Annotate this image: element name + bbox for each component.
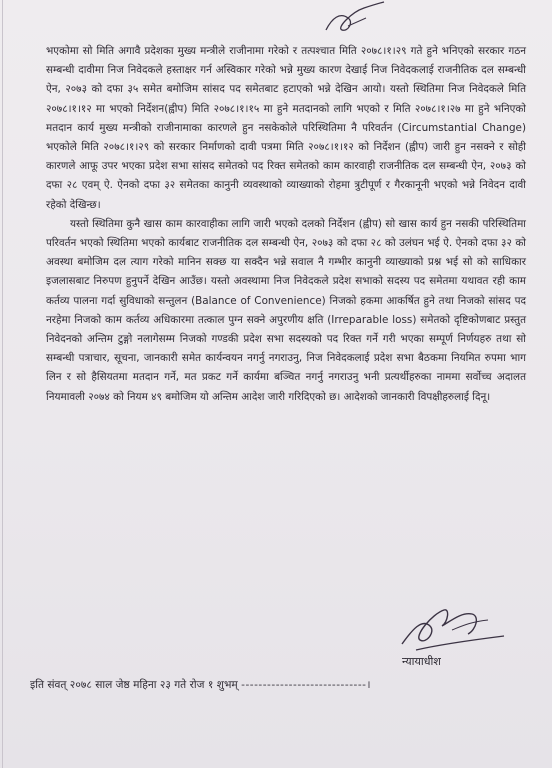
top-signature-scribble — [318, 0, 398, 40]
dateline-dashes: -----------------------------। — [241, 679, 371, 691]
dateline-text: इति संवत् २०७८ साल जेष्ठ महिना २३ गते रोज १ शुभम् — [30, 679, 238, 691]
dateline — [30, 678, 530, 692]
judge-signature — [392, 600, 512, 656]
paragraph-1: भएकोमा सो मिति अगावै प्रदेशका मुख्य मन्त्रीले राजीनामा गरेको र तत्पश्चात मिति २०७८।१।२९ गते हुने भनिएको सरकार गठन सम्बन्धी दावीमा निज निवेदकले हस्ताक्षर गर्न अस्विकार गरेको भन्ने मुख्य कारण देखाई निज निवेदकलाई राजनीतिक दल सम्बन्धी ऐन, २०७३ को दफा ३५ समेत बमोजिम सांसद पद समेतबाट हटाएको भन्ने देखिन आयो। यस्तो स्थितिमा निज निवेदकले मिति २०७८।१।१२ मा भएको निर्देशन(ह्वीप) मिति २०७८।१।१५ मा हुने मतदानको लागि भएको र मिति २०७८।१।२७ मा हुने भनिएको मतदान कार्य मुख्य मन्त्रीको राजीनामाका कारणले हुन नसकेकोले परिस्थितिमा नै परिवर्तन (Circumstantial Change) भएकोले मिति २०७८।१।२९ को सरकार निर्माणको दावी पत्रमा मिति २०७८।१।१२ को निर्देशन (ह्वीप) जारी हुन नसक्ने र सोही कारणले आफू उपर भएका प्रदेश सभा सांसद समेतको पद रिक्त समेतको काम कारवाही राजनीतिक दल सम्बन्धी ऐन, २०७३ को दफा २८ एवम् ऐ. ऐनको दफा ३२ समेतका कानुनी व्यवस्थाको व्याख्याको रोहमा त्रुटीपूर्ण र गैरकानूनी भएको भन्ने निवेदन दावी रहेको देखिन्छ। — [46, 45, 526, 211]
judge-title: न्यायाधीश — [402, 655, 441, 668]
page-edge — [2, 0, 3, 768]
paragraph-2: यस्तो स्थितिमा कुनै खास काम कारवाहीका लागि जारी भएको दलको निर्देशन (ह्वीप) सो खास कार्य हुन नसकी परिस्थितिमा परिवर्तन भएको स्थितिमा भएको कार्यबाट राजनीतिक दल सम्बन्धी ऐन, २०७३ को दफा २८ को उलंघन भई ऐ. ऐनको दफा ३२ को अवस्था बमोजिम दल त्याग गरेको मानिन सक्छ या सक्दैन भन्ने सवाल नै गम्भीर कानुनी व्याख्याको प्रश्न भई सो को साधिकार इजलासबाट निरुपण हुनुपर्ने देखिन आउँछ। यस्तो अवस्थामा निज निवेदकले प्रदेश सभाको सदस्य पद समेतमा यथावत रही काम कर्तव्य पालना गर्दा सुविधाको सन्तुलन (Balance of Convenience) निजको हकमा आकर्षित हुने तथा निजको सांसद पद नरहेमा निजको काम कर्तव्य अधिकारमा तत्काल पुग्न सक्ने अपुरणीय क्षति (Irreparable loss) समेतको दृष्टिकोणबाट प्रस्तुत निवेदनको अन्तिम टुङ्गो नलागेसम्म निजको गण्डकी प्रदेश सभा सदस्यको पद रिक्त गर्ने गरी भएका सम्पूर्ण निर्णयहरु तथा सो सम्बन्धी पत्राचार, सूचना, जानकारी समेत कार्यन्वयन नगर्नु नगराउनु, निज निवेदकलाई प्रदेश सभा बैठकमा नियमित रुपमा भाग लिन र सो हैसियतमा मतदान गर्ने, मत प्रकट गर्ने कार्यमा बञ्चित नगर्नु नगराउनु भनी प्रत्यर्थीहरुका नाममा सर्वोच्च अदालत नियमावली २०७४ को नियम ४९ बमोजिम यो अन्तिम आदेश जारी गरिदिएको छ। आदेशको जानकारी विपक्षीहरुलाई दिनू। — [46, 217, 526, 403]
order-body — [46, 42, 526, 407]
